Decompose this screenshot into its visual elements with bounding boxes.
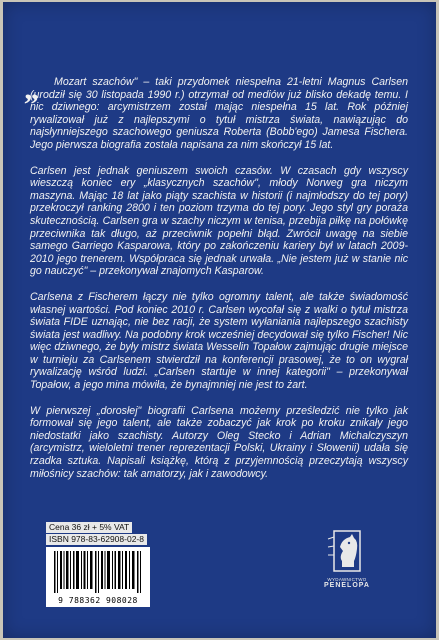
- barcode-icon: [54, 551, 142, 593]
- publisher-small-label: WYDAWNICTWO: [327, 577, 367, 582]
- paragraph-1: Mozart szachów" – taki przydomek niespełna 21-letni Magnus Carlsen (urodził się 30 listopada 1990 r.) otrzymał od mediów już blisko dekadę temu. I nic dziwnego: arcymistrzem został mając niespełna 15 lat. Rok później rywalizował już z najlepszymi o tytuł mistrza świata, nawiązując do najsłynniejszego szachowego geniusza Roberta (Bobb'ego) Jamesa Fischera. Jego pierwsza biografia została napisana za nim skończył 15 lat.: [30, 76, 408, 151]
- barcode-digits: 9 788362 908028: [58, 596, 138, 605]
- barcode: [46, 547, 150, 607]
- publisher-name-label: PENELOPA: [324, 582, 370, 589]
- price-label: Cena 36 zł + 5% VAT: [46, 522, 132, 533]
- knight-logo-icon: [312, 521, 382, 577]
- blurb-text: [30, 76, 408, 493]
- publisher-logo: [312, 521, 382, 601]
- isbn-label: ISBN 978-83-62908-02-8: [46, 534, 147, 545]
- paragraph-3: Carlsena z Fischerem łączy nie tylko ogromny talent, ale także świadomość własnej wartości. Pod koniec 2010 r. Carlsen wycofał się z walki o tytuł mistrza świata FIDE uznając, nie bez racji, że system wyłaniania najlepszego szachisty świata jest wadliwy. Na podobny krok wcześniej decydował się tylko Fischer! Nic więc dziwnego, że były mistrz świata Wesselin Topałow zajmując drugie miejsce w turnieju za Carlsenem stwierdził na konferencji prasowej, że to on wygrał rywalizację wśród ludzi. „Carlsen startuje w innej kategorii" – przekonywał Topałow, a jego mina mówiła, że bynajmniej nie jest to żart.: [30, 290, 408, 392]
- paragraph-2: Carlsen jest jednak geniuszem swoich czasów. W czasach gdy wszyscy wieszczą koniec ery „klasycznych szachów", młody Norweg gra niczym maszyna. Mając 18 lat jako piąty szachista w historii (i najmłodszy do tej pory) przekroczył ranking 2800 i ten poziom trzyma do tej pory. Jego styl gry poraża skutecznością. Carlsen gra w szachy niczym w tenisa, przebija piłkę na połówkę przeciwnika tak długo, aż przeciwnik popełni błąd. Zwrócił uwagę na siebie samego Garriego Kasparowa, który po zakończeniu kariery był w latach 2009-2010 jego trenerem. Współpraca się jednak urwała. „Nie jestem już w stanie nic go nauczyć" – przekonywał znajomych Kasparow.: [30, 164, 408, 278]
- paragraph-4: W pierwszej „dorosłej" biografii Carlsena możemy prześledzić nie tylko jak formował się jego talent, ale także zobaczyć jak krok po kroku znikały jego niedostatki jako szachisty. Autorzy Oleg Stecko i Adrian Michalczyszyn (arcymistrz, wieloletni trener reprezentacji Polski, Ukrainy i Słowenii) udała się rzadka sztuka. Napisali książkę, którą z przyjemnością przeczytają wszyscy miłośnicy szachów: tak amatorzy, jak i zawodowcy.: [30, 404, 408, 480]
- opening-quote-mark: „: [24, 73, 39, 106]
- publisher-name: [312, 577, 382, 589]
